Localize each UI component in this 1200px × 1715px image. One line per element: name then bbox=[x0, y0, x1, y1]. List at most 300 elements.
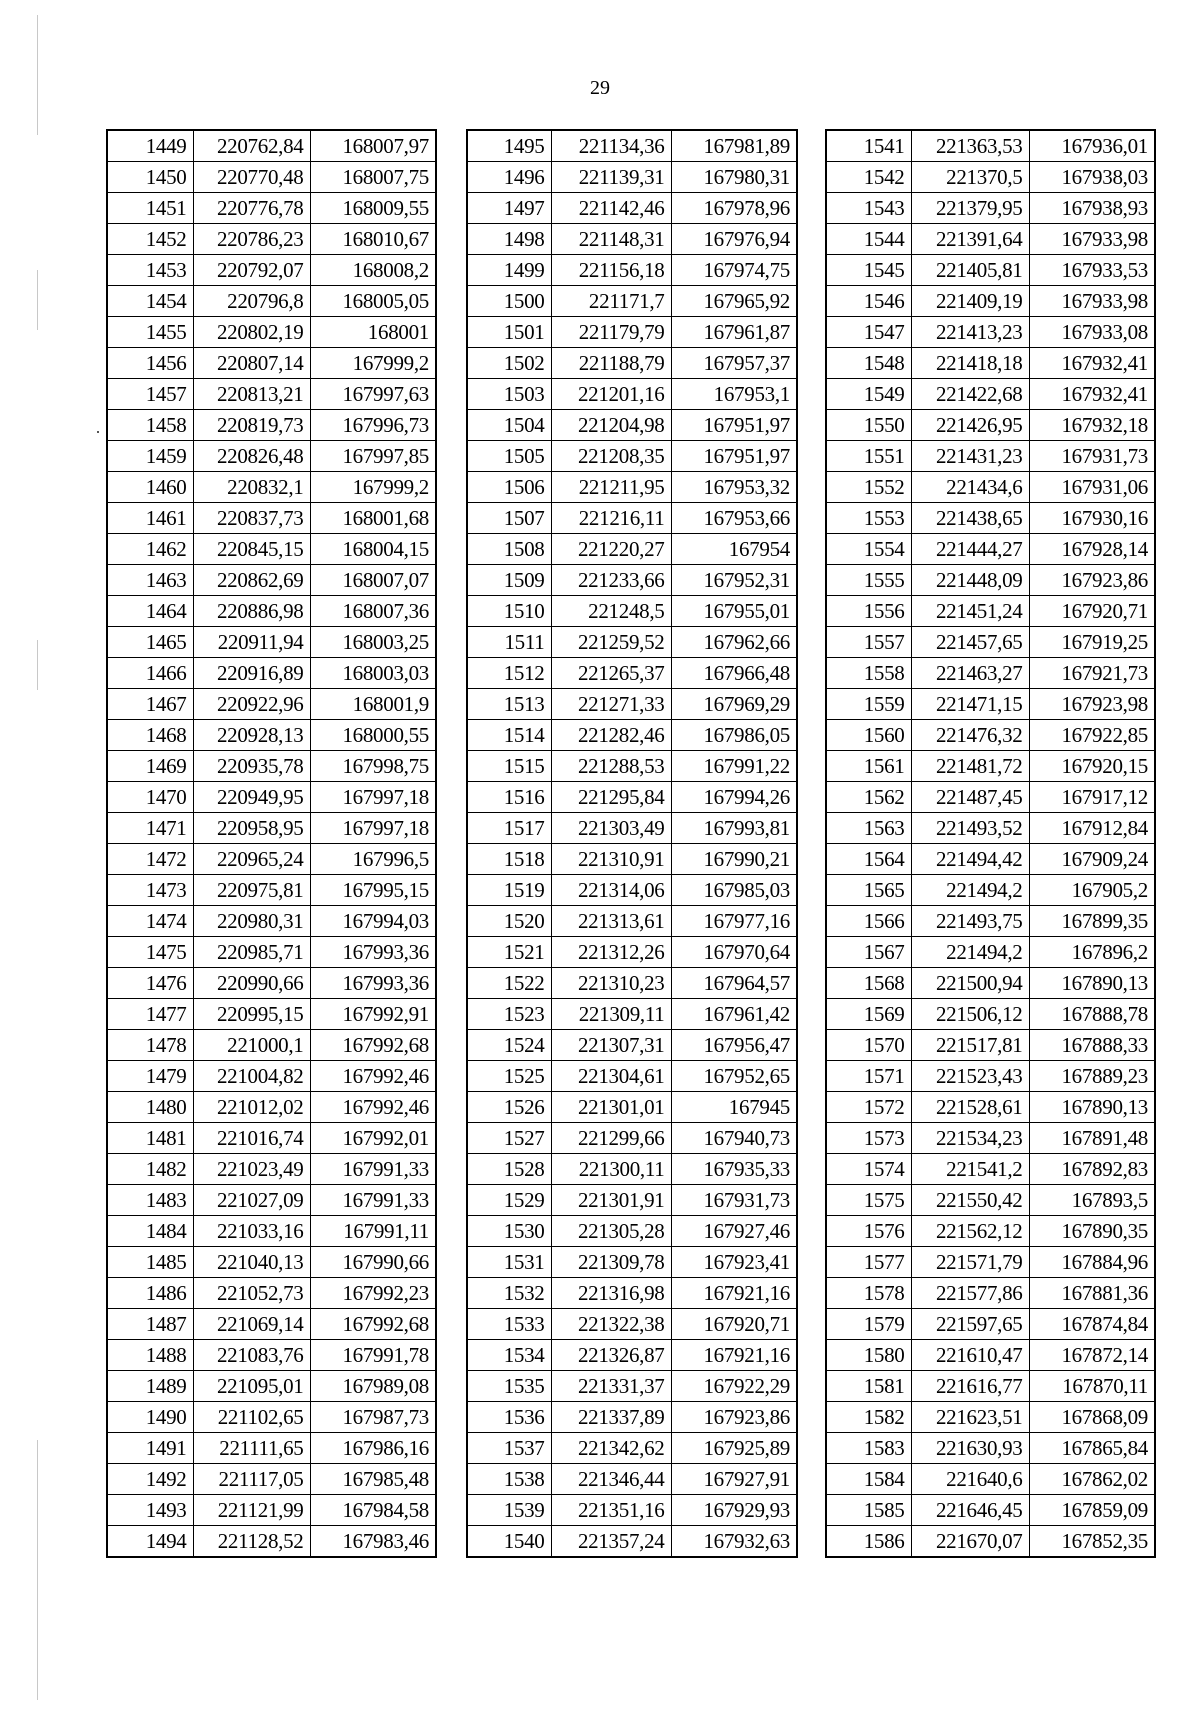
table-row bbox=[826, 1402, 1155, 1433]
point-number-cell: 1492 bbox=[107, 1464, 193, 1495]
y-coordinate-cell: 167999,2 bbox=[310, 348, 436, 379]
table-row bbox=[107, 193, 436, 224]
table-row bbox=[826, 565, 1155, 596]
table-row bbox=[107, 503, 436, 534]
table-row bbox=[826, 1309, 1155, 1340]
point-number-cell: 1507 bbox=[467, 503, 551, 534]
coordinates-table-3 bbox=[825, 129, 1156, 1558]
x-coordinate-cell: 220786,23 bbox=[193, 224, 310, 255]
table-row bbox=[826, 1247, 1155, 1278]
x-coordinate-cell: 221188,79 bbox=[551, 348, 671, 379]
x-coordinate-cell: 221646,45 bbox=[911, 1495, 1029, 1526]
point-number-cell: 1487 bbox=[107, 1309, 193, 1340]
table-row bbox=[107, 906, 436, 937]
table-row bbox=[826, 441, 1155, 472]
table-row bbox=[826, 875, 1155, 906]
x-coordinate-cell: 221434,6 bbox=[911, 472, 1029, 503]
point-number-cell: 1571 bbox=[826, 1061, 911, 1092]
point-number-cell: 1500 bbox=[467, 286, 551, 317]
y-coordinate-cell: 167962,66 bbox=[671, 627, 797, 658]
table-row bbox=[826, 1030, 1155, 1061]
point-number-cell: 1517 bbox=[467, 813, 551, 844]
table-row bbox=[467, 999, 797, 1030]
x-coordinate-cell: 221000,1 bbox=[193, 1030, 310, 1061]
point-number-cell: 1540 bbox=[467, 1526, 551, 1558]
x-coordinate-cell: 221363,53 bbox=[911, 130, 1029, 162]
scan-dot bbox=[97, 431, 99, 433]
x-coordinate-cell: 221451,24 bbox=[911, 596, 1029, 627]
y-coordinate-cell: 167921,73 bbox=[1029, 658, 1155, 689]
x-coordinate-cell: 220949,95 bbox=[193, 782, 310, 813]
y-coordinate-cell: 167920,15 bbox=[1029, 751, 1155, 782]
table-row bbox=[467, 1154, 797, 1185]
x-coordinate-cell: 221128,52 bbox=[193, 1526, 310, 1558]
y-coordinate-cell: 167970,64 bbox=[671, 937, 797, 968]
y-coordinate-cell: 167981,89 bbox=[671, 130, 797, 162]
y-coordinate-cell: 167966,48 bbox=[671, 658, 797, 689]
table-row bbox=[107, 1464, 436, 1495]
x-coordinate-cell: 221271,33 bbox=[551, 689, 671, 720]
table-row bbox=[107, 472, 436, 503]
point-number-cell: 1584 bbox=[826, 1464, 911, 1495]
point-number-cell: 1455 bbox=[107, 317, 193, 348]
y-coordinate-cell: 168007,36 bbox=[310, 596, 436, 627]
table-row bbox=[826, 1495, 1155, 1526]
point-number-cell: 1568 bbox=[826, 968, 911, 999]
y-coordinate-cell: 167992,23 bbox=[310, 1278, 436, 1309]
y-coordinate-cell: 167990,21 bbox=[671, 844, 797, 875]
point-number-cell: 1567 bbox=[826, 937, 911, 968]
point-number-cell: 1484 bbox=[107, 1216, 193, 1247]
table-row bbox=[467, 1185, 797, 1216]
x-coordinate-cell: 221541,2 bbox=[911, 1154, 1029, 1185]
y-coordinate-cell: 167993,81 bbox=[671, 813, 797, 844]
y-coordinate-cell: 168000,55 bbox=[310, 720, 436, 751]
y-coordinate-cell: 167992,68 bbox=[310, 1030, 436, 1061]
table-row bbox=[467, 1464, 797, 1495]
table-row bbox=[826, 720, 1155, 751]
x-coordinate-cell: 221148,31 bbox=[551, 224, 671, 255]
y-coordinate-cell: 167955,01 bbox=[671, 596, 797, 627]
y-coordinate-cell: 167892,83 bbox=[1029, 1154, 1155, 1185]
point-number-cell: 1501 bbox=[467, 317, 551, 348]
x-coordinate-cell: 221216,11 bbox=[551, 503, 671, 534]
table-row bbox=[467, 379, 797, 410]
x-coordinate-cell: 220928,13 bbox=[193, 720, 310, 751]
table-row bbox=[107, 534, 436, 565]
y-coordinate-cell: 167956,47 bbox=[671, 1030, 797, 1061]
y-coordinate-cell: 167923,86 bbox=[671, 1402, 797, 1433]
y-coordinate-cell: 167920,71 bbox=[671, 1309, 797, 1340]
y-coordinate-cell: 167931,73 bbox=[671, 1185, 797, 1216]
x-coordinate-cell: 221640,6 bbox=[911, 1464, 1029, 1495]
y-coordinate-cell: 167983,46 bbox=[310, 1526, 436, 1558]
point-number-cell: 1552 bbox=[826, 472, 911, 503]
y-coordinate-cell: 168003,03 bbox=[310, 658, 436, 689]
point-number-cell: 1585 bbox=[826, 1495, 911, 1526]
table-row bbox=[107, 286, 436, 317]
y-coordinate-cell: 167932,63 bbox=[671, 1526, 797, 1558]
point-number-cell: 1479 bbox=[107, 1061, 193, 1092]
point-number-cell: 1499 bbox=[467, 255, 551, 286]
x-coordinate-cell: 221331,37 bbox=[551, 1371, 671, 1402]
table-row bbox=[826, 472, 1155, 503]
x-coordinate-cell: 221171,7 bbox=[551, 286, 671, 317]
point-number-cell: 1528 bbox=[467, 1154, 551, 1185]
x-coordinate-cell: 221069,14 bbox=[193, 1309, 310, 1340]
point-number-cell: 1497 bbox=[467, 193, 551, 224]
y-coordinate-cell: 167974,75 bbox=[671, 255, 797, 286]
point-number-cell: 1554 bbox=[826, 534, 911, 565]
x-coordinate-cell: 221426,95 bbox=[911, 410, 1029, 441]
x-coordinate-cell: 221282,46 bbox=[551, 720, 671, 751]
point-number-cell: 1470 bbox=[107, 782, 193, 813]
y-coordinate-cell: 167994,03 bbox=[310, 906, 436, 937]
point-number-cell: 1563 bbox=[826, 813, 911, 844]
point-number-cell: 1478 bbox=[107, 1030, 193, 1061]
table-row bbox=[467, 1495, 797, 1526]
table-row bbox=[826, 379, 1155, 410]
y-coordinate-cell: 168009,55 bbox=[310, 193, 436, 224]
point-number-cell: 1498 bbox=[467, 224, 551, 255]
table-row bbox=[107, 1154, 436, 1185]
table-row bbox=[107, 627, 436, 658]
x-coordinate-cell: 220922,96 bbox=[193, 689, 310, 720]
y-coordinate-cell: 167985,48 bbox=[310, 1464, 436, 1495]
table-row bbox=[107, 999, 436, 1030]
table-row bbox=[826, 1216, 1155, 1247]
x-coordinate-cell: 221313,61 bbox=[551, 906, 671, 937]
y-coordinate-cell: 168001,9 bbox=[310, 689, 436, 720]
x-coordinate-cell: 221288,53 bbox=[551, 751, 671, 782]
x-coordinate-cell: 221201,16 bbox=[551, 379, 671, 410]
table-row bbox=[107, 565, 436, 596]
point-number-cell: 1574 bbox=[826, 1154, 911, 1185]
y-coordinate-cell: 167936,01 bbox=[1029, 130, 1155, 162]
x-coordinate-cell: 221310,23 bbox=[551, 968, 671, 999]
y-coordinate-cell: 167922,29 bbox=[671, 1371, 797, 1402]
table-row bbox=[107, 1216, 436, 1247]
y-coordinate-cell: 167932,18 bbox=[1029, 410, 1155, 441]
y-coordinate-cell: 168005,05 bbox=[310, 286, 436, 317]
point-number-cell: 1471 bbox=[107, 813, 193, 844]
x-coordinate-cell: 221259,52 bbox=[551, 627, 671, 658]
x-coordinate-cell: 221409,19 bbox=[911, 286, 1029, 317]
table-row bbox=[467, 937, 797, 968]
x-coordinate-cell: 221139,31 bbox=[551, 162, 671, 193]
y-coordinate-cell: 167938,93 bbox=[1029, 193, 1155, 224]
x-coordinate-cell: 221004,82 bbox=[193, 1061, 310, 1092]
x-coordinate-cell: 221438,65 bbox=[911, 503, 1029, 534]
x-coordinate-cell: 221562,12 bbox=[911, 1216, 1029, 1247]
x-coordinate-cell: 221610,47 bbox=[911, 1340, 1029, 1371]
table-row bbox=[107, 162, 436, 193]
table-row bbox=[826, 782, 1155, 813]
y-coordinate-cell: 167881,36 bbox=[1029, 1278, 1155, 1309]
table-row bbox=[467, 1340, 797, 1371]
point-number-cell: 1522 bbox=[467, 968, 551, 999]
y-coordinate-cell: 167953,1 bbox=[671, 379, 797, 410]
table-row bbox=[826, 689, 1155, 720]
y-coordinate-cell: 167921,16 bbox=[671, 1340, 797, 1371]
y-coordinate-cell: 167929,93 bbox=[671, 1495, 797, 1526]
x-coordinate-cell: 220819,73 bbox=[193, 410, 310, 441]
y-coordinate-cell: 167990,66 bbox=[310, 1247, 436, 1278]
y-coordinate-cell: 167870,11 bbox=[1029, 1371, 1155, 1402]
x-coordinate-cell: 220792,07 bbox=[193, 255, 310, 286]
table-row bbox=[107, 410, 436, 441]
point-number-cell: 1460 bbox=[107, 472, 193, 503]
table-row bbox=[826, 1464, 1155, 1495]
table-row bbox=[107, 441, 436, 472]
y-coordinate-cell: 167932,41 bbox=[1029, 379, 1155, 410]
y-coordinate-cell: 167945 bbox=[671, 1092, 797, 1123]
point-number-cell: 1454 bbox=[107, 286, 193, 317]
page-number: 29 bbox=[590, 77, 610, 99]
x-coordinate-cell: 220975,81 bbox=[193, 875, 310, 906]
y-coordinate-cell: 167986,05 bbox=[671, 720, 797, 751]
x-coordinate-cell: 221134,36 bbox=[551, 130, 671, 162]
point-number-cell: 1511 bbox=[467, 627, 551, 658]
x-coordinate-cell: 221309,11 bbox=[551, 999, 671, 1030]
point-number-cell: 1527 bbox=[467, 1123, 551, 1154]
y-coordinate-cell: 167991,33 bbox=[310, 1154, 436, 1185]
table-row bbox=[826, 999, 1155, 1030]
y-coordinate-cell: 167940,73 bbox=[671, 1123, 797, 1154]
table-row bbox=[467, 1216, 797, 1247]
y-coordinate-cell: 167953,66 bbox=[671, 503, 797, 534]
x-coordinate-cell: 220826,48 bbox=[193, 441, 310, 472]
x-coordinate-cell: 220995,15 bbox=[193, 999, 310, 1030]
x-coordinate-cell: 221156,18 bbox=[551, 255, 671, 286]
x-coordinate-cell: 221422,68 bbox=[911, 379, 1029, 410]
point-number-cell: 1491 bbox=[107, 1433, 193, 1464]
point-number-cell: 1467 bbox=[107, 689, 193, 720]
table-row bbox=[826, 1123, 1155, 1154]
x-coordinate-cell: 220965,24 bbox=[193, 844, 310, 875]
table-row bbox=[467, 627, 797, 658]
x-coordinate-cell: 221204,98 bbox=[551, 410, 671, 441]
y-coordinate-cell: 167872,14 bbox=[1029, 1340, 1155, 1371]
table-row bbox=[467, 1278, 797, 1309]
point-number-cell: 1494 bbox=[107, 1526, 193, 1558]
table-row bbox=[826, 1092, 1155, 1123]
x-coordinate-cell: 221248,5 bbox=[551, 596, 671, 627]
y-coordinate-cell: 167954 bbox=[671, 534, 797, 565]
y-coordinate-cell: 167912,84 bbox=[1029, 813, 1155, 844]
x-coordinate-cell: 220845,15 bbox=[193, 534, 310, 565]
y-coordinate-cell: 167997,63 bbox=[310, 379, 436, 410]
point-number-cell: 1549 bbox=[826, 379, 911, 410]
table-row bbox=[826, 751, 1155, 782]
y-coordinate-cell: 167893,5 bbox=[1029, 1185, 1155, 1216]
table-row bbox=[826, 1526, 1155, 1558]
y-coordinate-cell: 167999,2 bbox=[310, 472, 436, 503]
x-coordinate-cell: 221142,46 bbox=[551, 193, 671, 224]
x-coordinate-cell: 221179,79 bbox=[551, 317, 671, 348]
point-number-cell: 1548 bbox=[826, 348, 911, 379]
x-coordinate-cell: 220980,31 bbox=[193, 906, 310, 937]
point-number-cell: 1577 bbox=[826, 1247, 911, 1278]
point-number-cell: 1556 bbox=[826, 596, 911, 627]
y-coordinate-cell: 167991,78 bbox=[310, 1340, 436, 1371]
point-number-cell: 1555 bbox=[826, 565, 911, 596]
x-coordinate-cell: 221346,44 bbox=[551, 1464, 671, 1495]
y-coordinate-cell: 167992,46 bbox=[310, 1092, 436, 1123]
x-coordinate-cell: 221528,61 bbox=[911, 1092, 1029, 1123]
x-coordinate-cell: 221016,74 bbox=[193, 1123, 310, 1154]
point-number-cell: 1543 bbox=[826, 193, 911, 224]
table-row bbox=[467, 689, 797, 720]
y-coordinate-cell: 167919,25 bbox=[1029, 627, 1155, 658]
table-row bbox=[467, 751, 797, 782]
y-coordinate-cell: 167952,31 bbox=[671, 565, 797, 596]
x-coordinate-cell: 221095,01 bbox=[193, 1371, 310, 1402]
page-margin-line bbox=[37, 15, 38, 135]
point-number-cell: 1480 bbox=[107, 1092, 193, 1123]
x-coordinate-cell: 221111,65 bbox=[193, 1433, 310, 1464]
x-coordinate-cell: 221550,42 bbox=[911, 1185, 1029, 1216]
point-number-cell: 1463 bbox=[107, 565, 193, 596]
point-number-cell: 1516 bbox=[467, 782, 551, 813]
point-number-cell: 1582 bbox=[826, 1402, 911, 1433]
point-number-cell: 1533 bbox=[467, 1309, 551, 1340]
point-number-cell: 1472 bbox=[107, 844, 193, 875]
x-coordinate-cell: 220985,71 bbox=[193, 937, 310, 968]
y-coordinate-cell: 167978,96 bbox=[671, 193, 797, 224]
x-coordinate-cell: 221597,65 bbox=[911, 1309, 1029, 1340]
point-number-cell: 1561 bbox=[826, 751, 911, 782]
point-number-cell: 1514 bbox=[467, 720, 551, 751]
x-coordinate-cell: 221121,99 bbox=[193, 1495, 310, 1526]
table-row bbox=[826, 1371, 1155, 1402]
x-coordinate-cell: 221463,27 bbox=[911, 658, 1029, 689]
table-row bbox=[107, 844, 436, 875]
point-number-cell: 1481 bbox=[107, 1123, 193, 1154]
point-number-cell: 1512 bbox=[467, 658, 551, 689]
table-row bbox=[107, 1371, 436, 1402]
x-coordinate-cell: 221457,65 bbox=[911, 627, 1029, 658]
x-coordinate-cell: 221322,38 bbox=[551, 1309, 671, 1340]
y-coordinate-cell: 167896,2 bbox=[1029, 937, 1155, 968]
table-row bbox=[467, 720, 797, 751]
x-coordinate-cell: 221616,77 bbox=[911, 1371, 1029, 1402]
x-coordinate-cell: 221493,52 bbox=[911, 813, 1029, 844]
x-coordinate-cell: 220916,89 bbox=[193, 658, 310, 689]
point-number-cell: 1573 bbox=[826, 1123, 911, 1154]
point-number-cell: 1581 bbox=[826, 1371, 911, 1402]
y-coordinate-cell: 167991,11 bbox=[310, 1216, 436, 1247]
table-row bbox=[467, 193, 797, 224]
y-coordinate-cell: 167865,84 bbox=[1029, 1433, 1155, 1464]
x-coordinate-cell: 221494,2 bbox=[911, 875, 1029, 906]
table-row bbox=[826, 658, 1155, 689]
y-coordinate-cell: 168007,07 bbox=[310, 565, 436, 596]
table-row bbox=[826, 255, 1155, 286]
y-coordinate-cell: 167992,01 bbox=[310, 1123, 436, 1154]
table-row bbox=[467, 844, 797, 875]
point-number-cell: 1529 bbox=[467, 1185, 551, 1216]
table-row bbox=[107, 751, 436, 782]
table-row bbox=[467, 1433, 797, 1464]
point-number-cell: 1546 bbox=[826, 286, 911, 317]
table-row bbox=[467, 658, 797, 689]
table-row bbox=[826, 813, 1155, 844]
y-coordinate-cell: 167921,16 bbox=[671, 1278, 797, 1309]
table-row bbox=[467, 1123, 797, 1154]
point-number-cell: 1565 bbox=[826, 875, 911, 906]
table-row bbox=[107, 1278, 436, 1309]
point-number-cell: 1539 bbox=[467, 1495, 551, 1526]
point-number-cell: 1483 bbox=[107, 1185, 193, 1216]
table-row bbox=[107, 379, 436, 410]
y-coordinate-cell: 167933,98 bbox=[1029, 224, 1155, 255]
y-coordinate-cell: 167993,36 bbox=[310, 937, 436, 968]
table-row bbox=[467, 1309, 797, 1340]
table-row bbox=[467, 1247, 797, 1278]
table-row bbox=[107, 1433, 436, 1464]
x-coordinate-cell: 221571,79 bbox=[911, 1247, 1029, 1278]
x-coordinate-cell: 221342,62 bbox=[551, 1433, 671, 1464]
y-coordinate-cell: 167992,46 bbox=[310, 1061, 436, 1092]
x-coordinate-cell: 221301,91 bbox=[551, 1185, 671, 1216]
point-number-cell: 1474 bbox=[107, 906, 193, 937]
table-row bbox=[467, 813, 797, 844]
point-number-cell: 1580 bbox=[826, 1340, 911, 1371]
x-coordinate-cell: 221305,28 bbox=[551, 1216, 671, 1247]
table-row bbox=[107, 875, 436, 906]
page-margin-line bbox=[37, 1440, 38, 1700]
point-number-cell: 1526 bbox=[467, 1092, 551, 1123]
x-coordinate-cell: 221307,31 bbox=[551, 1030, 671, 1061]
table-row bbox=[107, 1526, 436, 1558]
y-coordinate-cell: 167995,15 bbox=[310, 875, 436, 906]
point-number-cell: 1457 bbox=[107, 379, 193, 410]
x-coordinate-cell: 221208,35 bbox=[551, 441, 671, 472]
table-row bbox=[107, 689, 436, 720]
table-row bbox=[107, 1340, 436, 1371]
x-coordinate-cell: 221303,49 bbox=[551, 813, 671, 844]
table-row bbox=[467, 596, 797, 627]
point-number-cell: 1513 bbox=[467, 689, 551, 720]
y-coordinate-cell: 167905,2 bbox=[1029, 875, 1155, 906]
y-coordinate-cell: 167874,84 bbox=[1029, 1309, 1155, 1340]
point-number-cell: 1452 bbox=[107, 224, 193, 255]
point-number-cell: 1476 bbox=[107, 968, 193, 999]
y-coordinate-cell: 167923,86 bbox=[1029, 565, 1155, 596]
table-row bbox=[467, 441, 797, 472]
table-row bbox=[826, 503, 1155, 534]
y-coordinate-cell: 168001,68 bbox=[310, 503, 436, 534]
y-coordinate-cell: 167884,96 bbox=[1029, 1247, 1155, 1278]
table-row bbox=[826, 1154, 1155, 1185]
table-row bbox=[826, 1185, 1155, 1216]
point-number-cell: 1560 bbox=[826, 720, 911, 751]
point-number-cell: 1518 bbox=[467, 844, 551, 875]
table-row bbox=[826, 1278, 1155, 1309]
y-coordinate-cell: 167953,32 bbox=[671, 472, 797, 503]
y-coordinate-cell: 167868,09 bbox=[1029, 1402, 1155, 1433]
point-number-cell: 1523 bbox=[467, 999, 551, 1030]
x-coordinate-cell: 221337,89 bbox=[551, 1402, 671, 1433]
y-coordinate-cell: 167917,12 bbox=[1029, 782, 1155, 813]
x-coordinate-cell: 221476,32 bbox=[911, 720, 1029, 751]
y-coordinate-cell: 167920,71 bbox=[1029, 596, 1155, 627]
y-coordinate-cell: 167961,42 bbox=[671, 999, 797, 1030]
point-number-cell: 1465 bbox=[107, 627, 193, 658]
y-coordinate-cell: 168008,2 bbox=[310, 255, 436, 286]
x-coordinate-cell: 221517,81 bbox=[911, 1030, 1029, 1061]
